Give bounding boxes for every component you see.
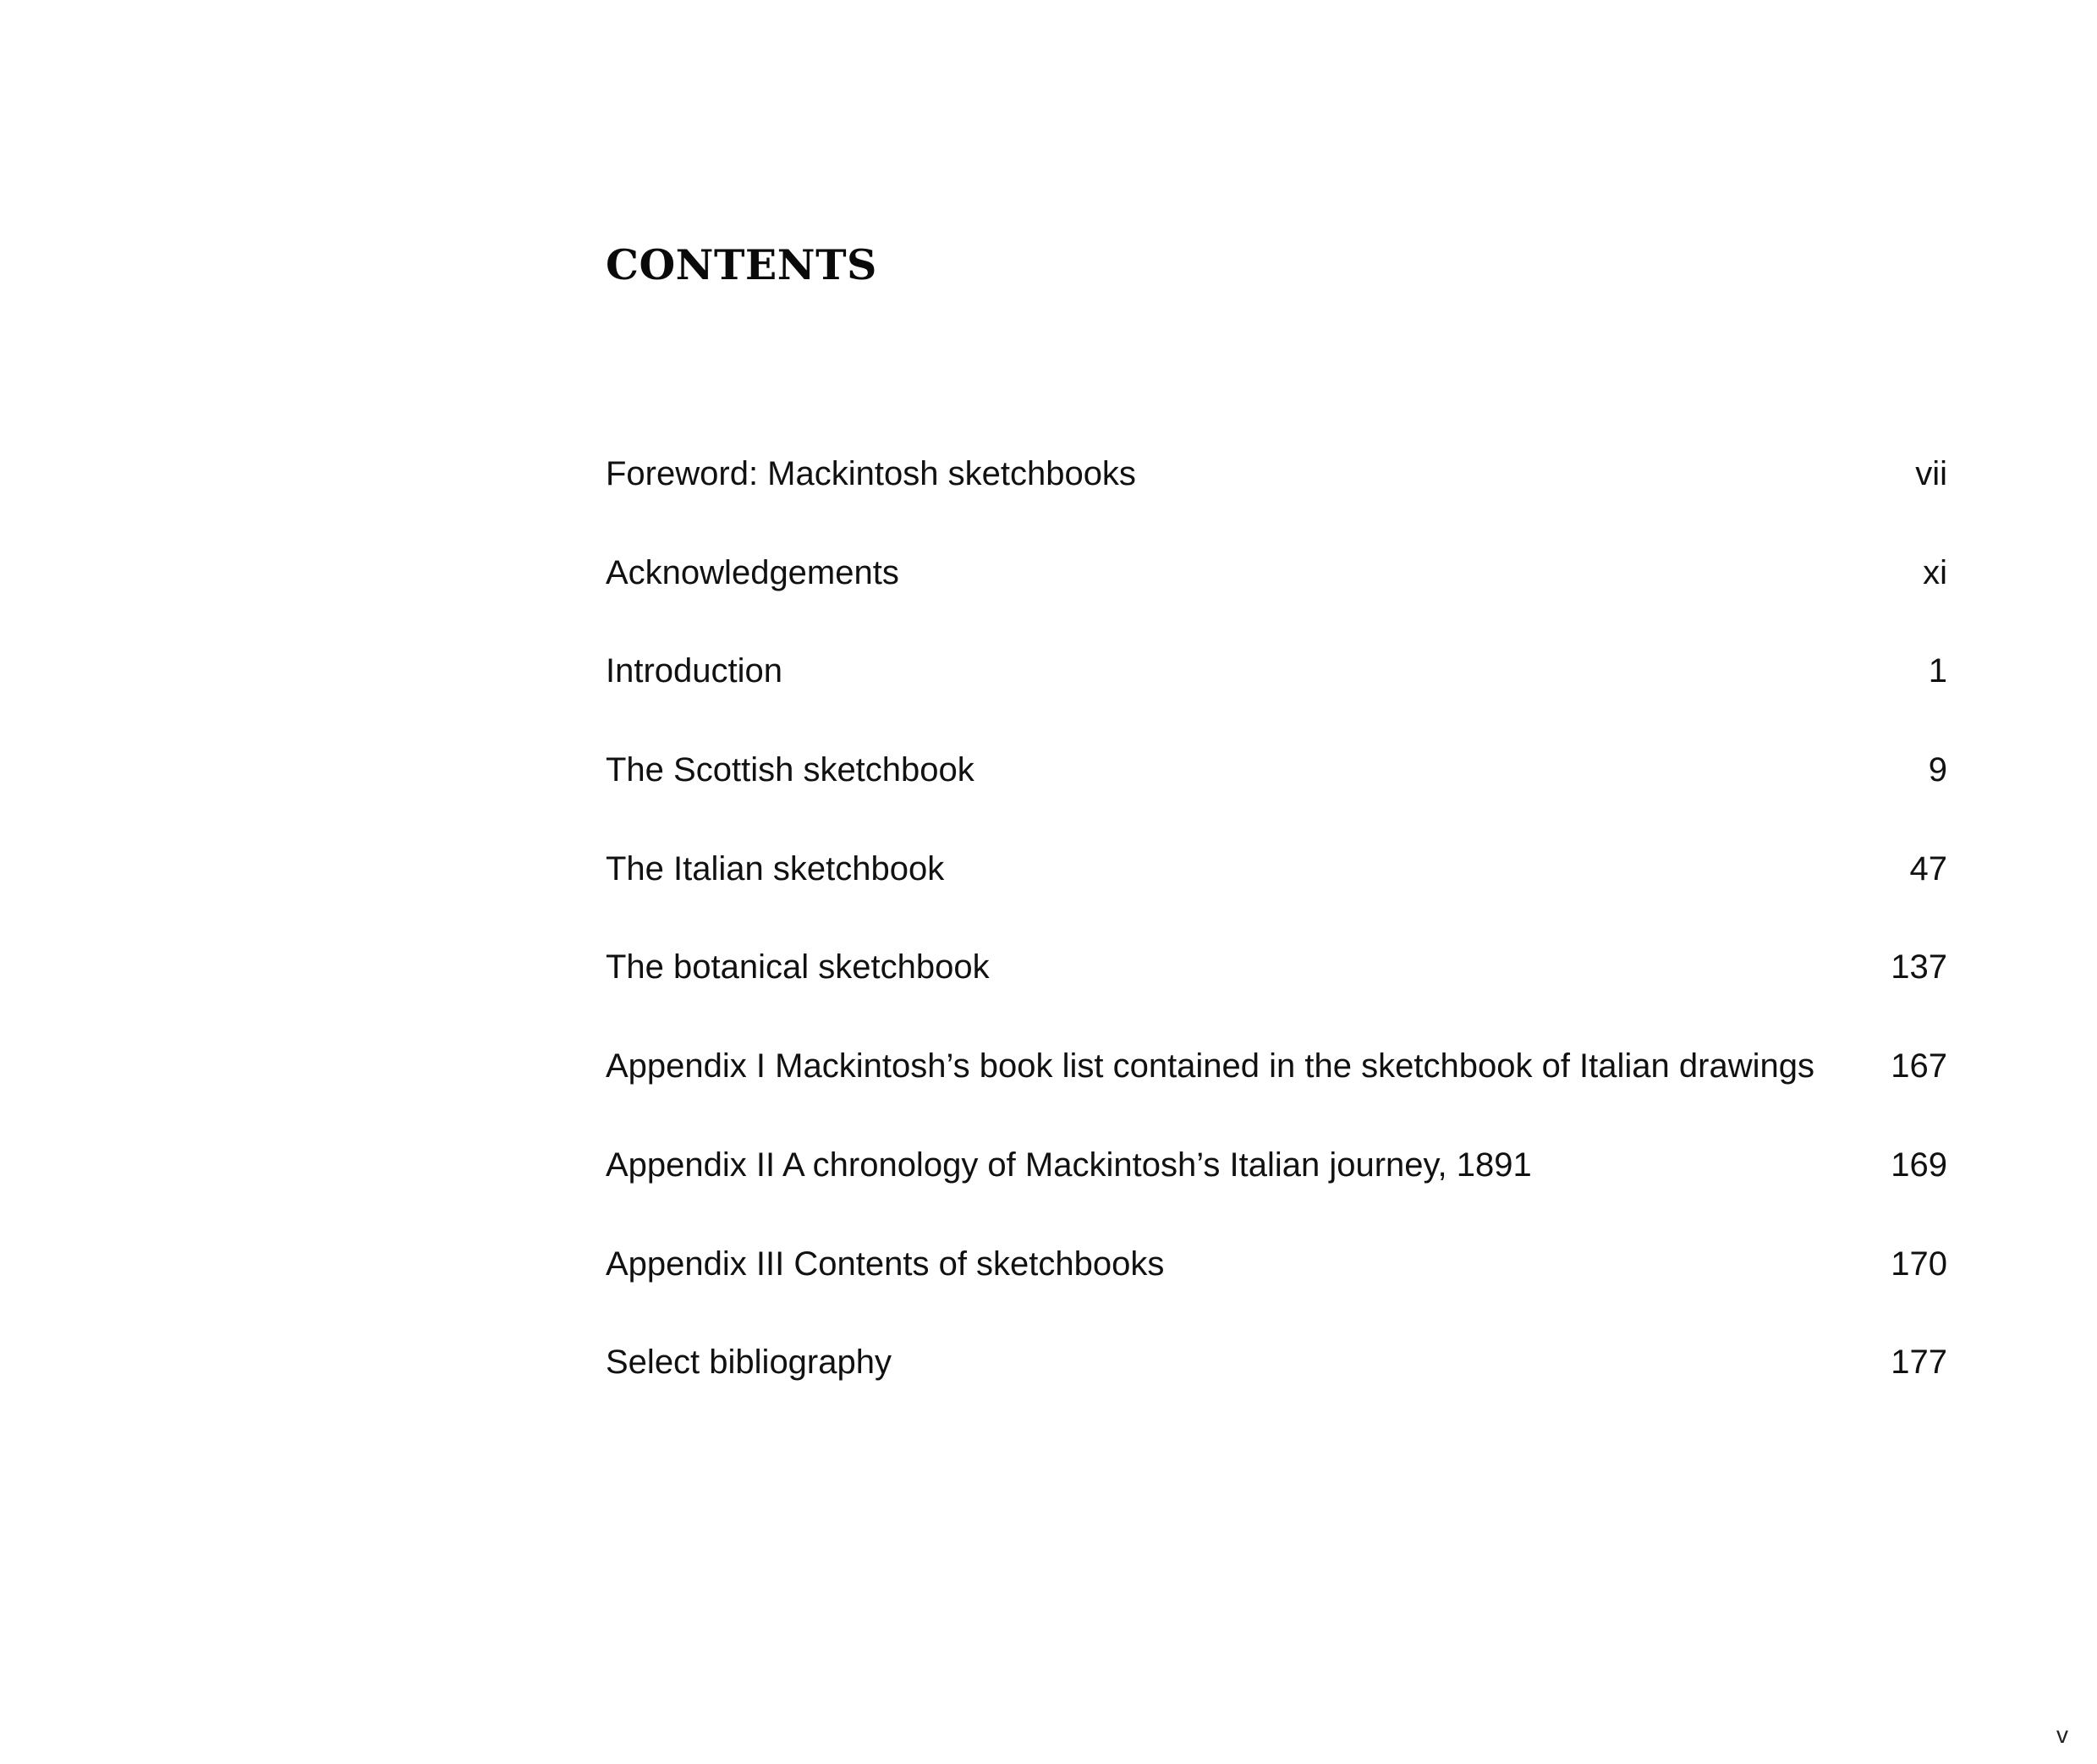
- page-title: CONTENTS: [606, 240, 877, 289]
- toc-entry-page: 169: [1891, 1146, 1947, 1184]
- toc-entry-acknowledgements[interactable]: [606, 547, 1947, 646]
- toc-entry-title: Foreword: Mackintosh sketchbooks: [606, 455, 1136, 492]
- toc-entry-appendix-3[interactable]: [606, 1239, 1947, 1338]
- toc-entry-page: 47: [1909, 849, 1947, 887]
- toc-entry-title: The Italian sketchbook: [606, 849, 945, 887]
- toc-entry-title: Acknowledgements: [606, 553, 899, 591]
- toc-entry-title: Appendix III Contents of sketchbooks: [606, 1245, 1165, 1283]
- toc-entry-title: Appendix I Mackintosh’s book list contained in the sketchbook of Italian drawings: [606, 1047, 1814, 1085]
- toc-entry-title: Introduction: [606, 652, 783, 690]
- toc-entry-bibliography[interactable]: [606, 1337, 1947, 1436]
- toc-entry-page: 137: [1891, 948, 1947, 986]
- toc-entry-appendix-1[interactable]: [606, 1041, 1947, 1140]
- toc-entry-introduction[interactable]: [606, 646, 1947, 745]
- toc-entry-botanical-sketchbook[interactable]: [606, 942, 1947, 1041]
- toc-entry-title: Appendix II A chronology of Mackintosh’s Italian journey, 1891: [606, 1146, 1532, 1184]
- toc-entry-scottish-sketchbook[interactable]: [606, 745, 1947, 844]
- toc-entry-page: vii: [1915, 455, 1947, 492]
- toc-entry-appendix-2[interactable]: [606, 1140, 1947, 1239]
- toc-entry-title: The Scottish sketchbook: [606, 751, 974, 789]
- toc-entry-page: 170: [1891, 1245, 1947, 1283]
- toc-entry-title: The botanical sketchbook: [606, 948, 990, 986]
- page-number: v: [2056, 1722, 2068, 1748]
- table-of-contents: [606, 448, 1947, 1436]
- toc-entry-page: 9: [1928, 751, 1947, 789]
- toc-entry-page: 1: [1928, 652, 1947, 690]
- toc-entry-page: xi: [1923, 553, 1947, 591]
- toc-entry-page: 167: [1891, 1047, 1947, 1085]
- toc-entry-italian-sketchbook[interactable]: [606, 844, 1947, 942]
- toc-entry-page: 177: [1891, 1344, 1947, 1382]
- toc-entry-title: Select bibliography: [606, 1344, 892, 1382]
- toc-entry-foreword[interactable]: [606, 448, 1947, 547]
